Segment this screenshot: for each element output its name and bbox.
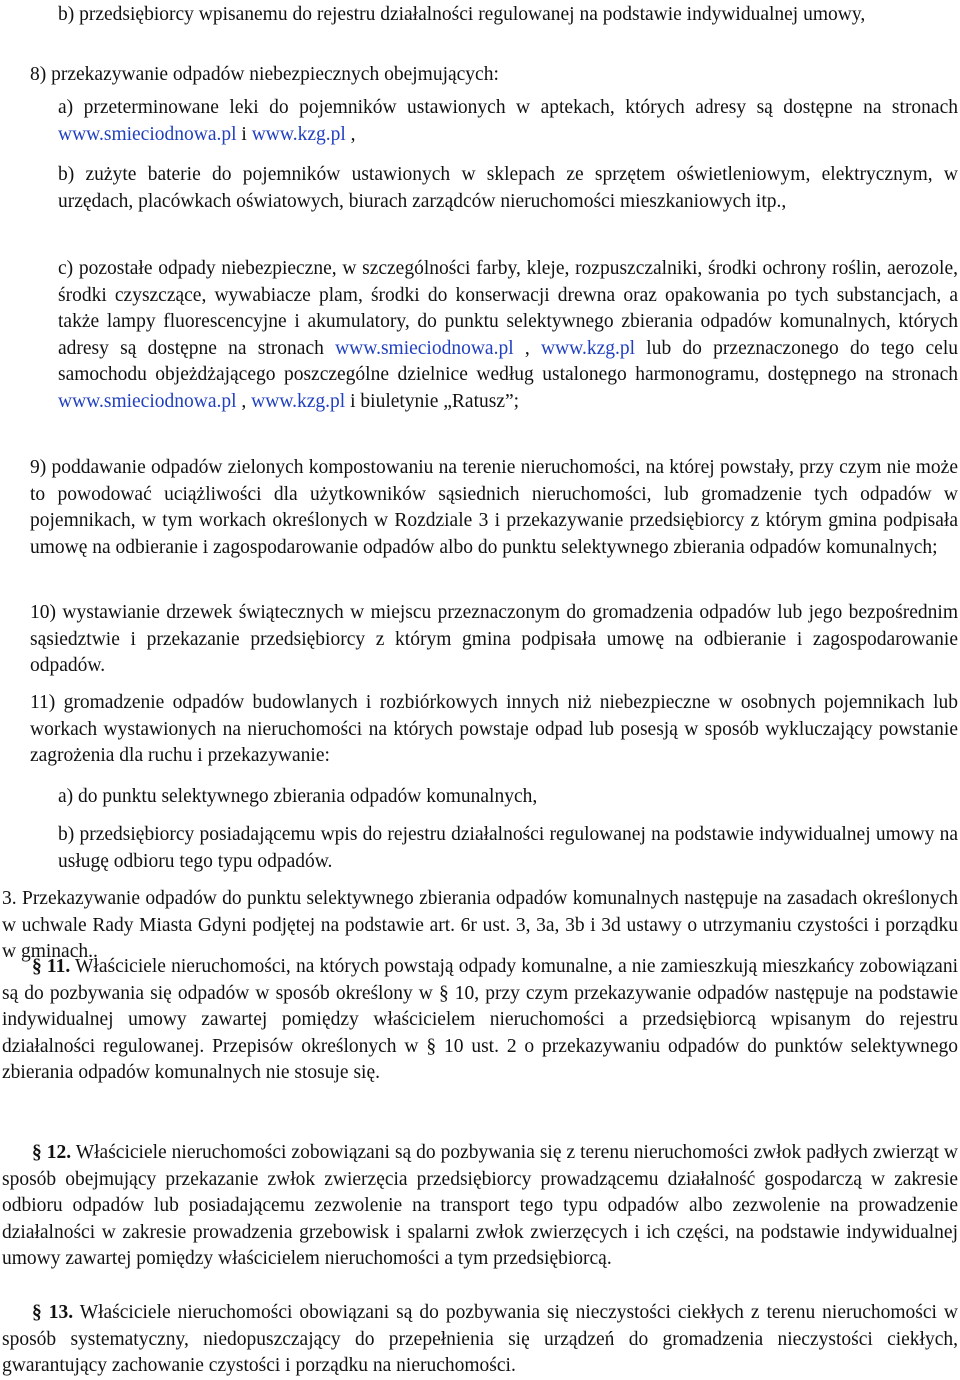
item-8a: a) przeterminowane leki do pojemników ustawionych w aptekach, których adresy są dostępne na stronach www.smieciodnowa.pl i www.kzg.pl , xyxy=(58,97,958,145)
paragraph-11: § 11. Właściciele nieruchomości, na których powstają odpady komunalne, a nie zamieszkują mieszkańcy zobowiązani są do pozbywania się odpadów w sposób określony w § 10, przy czym przekazywanie odpadów następuje na podstawie indywidualnej umowy zawartej pomiędzy właścicielem nieruchomości a przedsiębiorcą wpisanym do rejestru działalności regulowanej. Przepisów określonych w § 10 ust. 2 o przekazywaniu odpadów do punktów selektywnego zbierania odpadów komunalnych nie stosuje się. xyxy=(2,956,958,1083)
point-3: 3. Przekazywanie odpadów do punktu selektywnego zbierania odpadów komunalnych następuje na zasadach określonych w uchwale Rady Miasta Gdyni podjętej na podstawie art. 6r ust. 3, 3a, 3b i 3d ustawy o utrzymaniu czystości i porządku w gminach.. xyxy=(2,888,958,962)
link-kzg[interactable]: www.kzg.pl xyxy=(251,123,346,145)
link-smieciodnowa[interactable]: www.smieciodnowa.pl xyxy=(58,390,237,412)
item-11a: a) do punktu selektywnego zbierania odpadów komunalnych, xyxy=(58,786,538,807)
item-8c: c) pozostałe odpady niebezpieczne, w szczególności farby, kleje, rozpuszczalniki, środki ochrony roślin, aerozole, środki czyszczące, wywabiacze plam, środki do konserwacji drewna oraz opakowania po tych substancjach, a także lampy fluorescencyjne i akumulatory, do punktu selektywnego zbierania odpadów komunalnych, których adresy są dostępne na stronach www.smieciodnowa.pl , www.kzg.pl lub do przeznaczonego do tego celu samochodu objeżdżającego poszczególne dzielnice według ustalonego harmonogramu, dostępnego na stronach www.smieciodnowa.pl , www.kzg.pl i biuletynie „Ratusz”; xyxy=(58,258,958,412)
link-smieciodnowa[interactable]: www.smieciodnowa.pl xyxy=(335,337,514,359)
paragraph-13: § 13. Właściciele nieruchomości obowiązani są do pozbywania się nieczystości ciekłych z terenu nieruchomości w sposób systematyczny, niedopuszczający do przepełnienia się urządzeń do gromadzenia nieczystości ciekłych, gwarantujący zachowanie czystości i porządku na nieruchomości. xyxy=(2,1302,959,1376)
item-10: 10) wystawianie drzewek świątecznych w miejscu przeznaczonym do gromadzenia odpadów lub jego bezpośrednim sąsiedztwie i przekazanie przedsiębiorcy z którym gmina podpisała umowę na odbieranie i zagospodarowanie odpadów. xyxy=(30,602,958,676)
item-11: 11) gromadzenie odpadów budowlanych i rozbiórkowych innych niż niebezpieczne w osobnych pojemnikach lub workach wystawionych na nieruchomości na których powstaje odpad lub posesją w sposób wykluczający powstanie zagrożenia dla ruchu i przekazywanie: xyxy=(30,692,958,766)
link-kzg[interactable]: www.kzg.pl xyxy=(540,337,636,359)
paragraph-b-registry: b) przedsiębiorcy wpisanemu do rejestru działalności regulowanej na podstawie indywidualnej umowy, xyxy=(58,4,866,25)
paragraph-12: § 12. Właściciele nieruchomości zobowiązani są do pozbywania się z terenu nieruchomości zwłok padłych zwierząt w sposób obejmujący przekazanie zwłok zwierzęcia przedsiębiorcy prowadzącemu działalność gospodarczą w zakresie odbioru odpadów lub posiadającemu zezwolenie na transport tego typu odpadów albo zezwolenie na prowadzenie działalności w zakresie prowadzenia grzebowisk i spalarni zwłok zwierzęcych i ich części, na podstawie indywidualnej umowy zawartej pomiędzy właścicielem nieruchomości a tym przedsiębiorcą. xyxy=(2,1142,958,1269)
section-number: § 13. xyxy=(32,1302,74,1323)
item-8b: b) zużyte baterie do pojemników ustawionych w sklepach ze sprzętem oświetleniowym, elektrycznym, w urzędach, placówkach oświatowych, biurach zarządców nieruchomości mieszkaniowych itp., xyxy=(58,164,958,212)
item-9: 9) poddawanie odpadów zielonych kompostowaniu na terenie nieruchomości, na której powstały, przy czym nie może to powodować uciążliwości dla użytkowników sąsiednich nieruchomości, lub gromadzenie tych odpadów w pojemnikach, w tym workach określonych w Rozdziale 3 i przekazywanie przedsiębiorcy z którym gmina podpisała umowę na odbieranie i zagospodarowanie odpadów albo do punktu selektywnego zbierania odpadów komunalnych; xyxy=(30,457,958,558)
section-number: § 12. xyxy=(32,1142,72,1163)
link-smieciodnowa[interactable]: www.smieciodnowa.pl xyxy=(58,123,237,145)
section-number: § 11. xyxy=(32,956,71,977)
link-kzg[interactable]: www.kzg.pl xyxy=(251,390,346,412)
item-8: 8) przekazywanie odpadów niebezpiecznych obejmujących: xyxy=(30,64,499,85)
item-11b: b) przedsiębiorcy posiadającemu wpis do rejestru działalności regulowanej na podstawie indywidualnej umowy na usługę odbioru tego typu odpadów. xyxy=(58,824,958,872)
